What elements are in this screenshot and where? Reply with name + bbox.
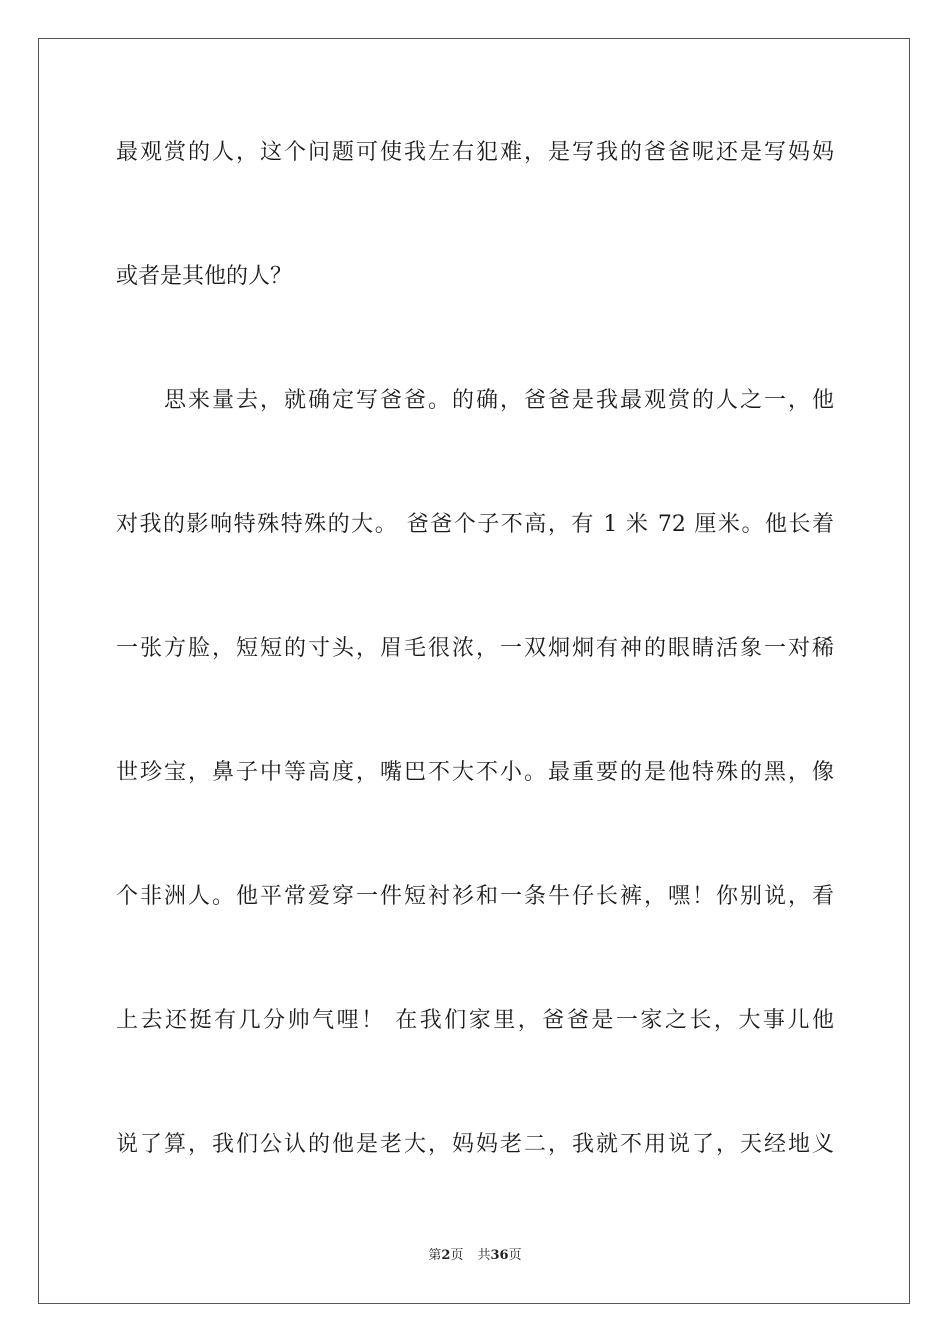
total-prefix: 共 [477,1248,491,1263]
body-line-4: 对我的影响特殊特殊的大。 爸爸个子不高，有 1 米 72 厘米。他长着 [116,512,834,537]
body-line-1: 最观赏的人，这个问题可使我左右犯难，是写我的爸爸呢还是写妈妈 [116,140,834,165]
page-prefix: 第 [428,1248,442,1263]
body-line-2: 或者是其他的人？ [116,264,293,289]
body-line-3: 思来量去，就确定写爸爸。的确，爸爸是我最观赏的人之一，他 [164,388,834,413]
body-line-8: 上去还挺有几分帅气哩！ 在我们家里，爸爸是一家之长，大事儿他 [116,1008,834,1033]
body-line-6: 世珍宝，鼻子中等高度，嘴巴不大不小。最重要的是他特殊的黑，像 [116,760,834,785]
page-frame [38,38,910,1304]
body-line-7: 个非洲人。他平常爱穿一件短衬衫和一条牛仔长裤，嘿！你别说，看 [116,884,834,909]
body-line-5: 一张方脸，短短的寸头，眉毛很浓，一双炯炯有神的眼睛活象一对稀 [116,636,834,661]
page-footer [0,1247,950,1265]
page-number: 2 [441,1248,451,1263]
total-pages: 36 [490,1248,509,1263]
body-line-9: 说了算，我们公认的他是老大，妈妈老二，我就不用说了，天经地义 [116,1132,834,1157]
total-suffix: 页 [508,1248,522,1263]
page-suffix: 页 [450,1248,464,1263]
